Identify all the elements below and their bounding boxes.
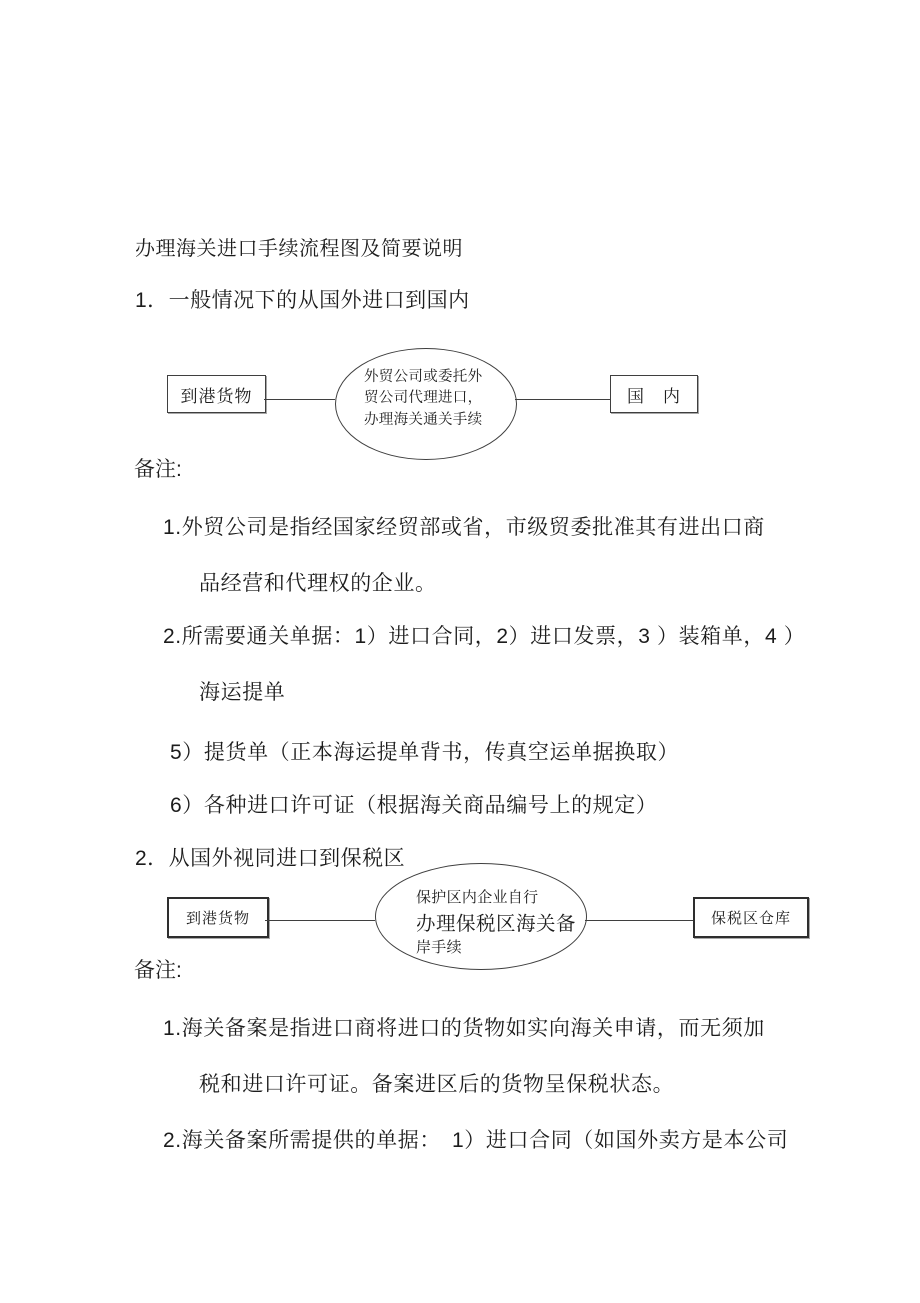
flowchart1-ellipse-line2: 贸公司代理进口， [364,390,483,406]
flowchart2-ellipse [375,863,587,970]
flowchart2-left-box-label: 到港货物 [185,910,250,927]
flowchart2-ellipse-line1: 保护区内企业自行 [416,889,539,906]
section2-note1-line2: 税和进口许可证。备案进区后的货物呈保税状态。 [199,1073,675,1096]
section2-notes-label: 备注: [134,959,182,982]
section1-note1-line1: 1.外贸公司是指经国家经贸部或省，市级贸委批准其有进出口商 [163,516,765,539]
flowchart2-ellipse-line3: 岸手续 [416,939,462,956]
page-title: 办理海关进口手续流程图及简要说明 [135,238,463,260]
flowchart2-ellipse-line2: 办理保税区海关备 [416,913,577,935]
flowchart1-ellipse-line3: 办理海关通关手续 [364,412,483,428]
section1-note2-line1: 2.所需要通关单据：1）进口合同，2）进口发票，3 ）装箱单，4 ） [163,625,806,648]
section2-note2-line1: 2.海关备案所需提供的单据： 1）进口合同（如国外卖方是本公司 [163,1129,789,1152]
flowchart1-left-box-label: 到港货物 [180,386,253,406]
flowchart2-right-box [693,897,809,938]
section2-note1-line1: 1.海关备案是指进口商将进口的货物如实向海关申请，而无须加 [163,1017,765,1040]
section1-notes-label: 备注: [134,458,182,481]
flowchart1-right-box [610,375,698,413]
section1-note2-line2: 海运提单 [199,681,286,704]
flowchart2-right-box-label: 保税区仓库 [710,910,791,927]
flowchart1-left-box [167,375,266,413]
flowchart1-connector-left [264,399,335,400]
section1-heading: 1．一般情况下的从国外进口到国内 [135,289,470,312]
flowchart1-connector-right [515,399,610,400]
flowchart1-right-box-label: 国 内 [627,386,681,406]
flowchart1-ellipse [335,348,517,460]
flowchart2-connector-left [265,920,375,921]
section2-heading: 2．从国外视同进口到保税区 [135,847,406,870]
section1-note2-item6: 6）各种进口许可证（根据海关商品编号上的规定） [170,794,658,817]
section1-note2-item5: 5）提货单（正本海运提单背书，传真空运单据换取） [170,741,680,764]
flowchart1-ellipse-line1: 外贸公司或委托外 [364,369,483,385]
section1-note1-line2: 品经营和代理权的企业。 [199,572,437,595]
flowchart2-connector-right [585,920,693,921]
flowchart2-left-box [167,897,269,938]
